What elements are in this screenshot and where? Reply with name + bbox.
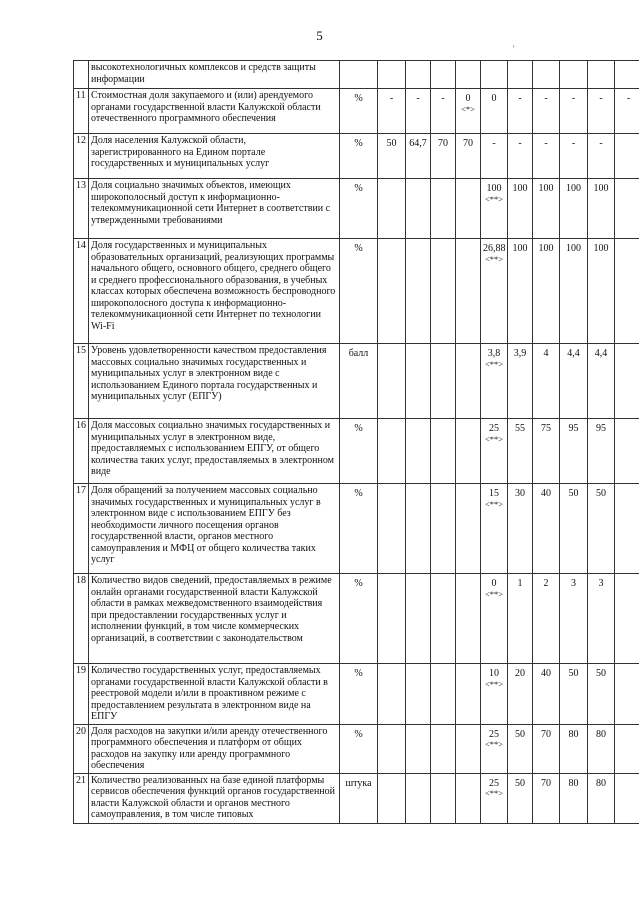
value-text: - [389, 93, 394, 104]
table-row [74, 419, 639, 484]
value-cell [588, 61, 615, 89]
value-cell [456, 134, 481, 179]
value-cell [533, 89, 560, 134]
value-cell [533, 484, 560, 574]
value-cell [431, 664, 456, 725]
value-cell [378, 89, 406, 134]
row-number: 18 [74, 574, 89, 664]
table-row [74, 344, 639, 419]
footnote-mark: <**> [484, 253, 504, 264]
value-text: 10 [489, 668, 499, 679]
indicator-description: Количество государственных услуг, предоставляемых органами государственной власти Калужской области в реестровой модели и/или в проактивном режиме с предоставлением результата в электронном виде на ЕПГУ [89, 664, 340, 725]
indicator-description: Доля массовых социально значимых государственных и муниципальных услуг в электронном виде, предоставляемых с использованием ЕПГУ, от общего количества таких услуг, предоставляемых в электронном виде [89, 419, 340, 484]
value-text: 70 [541, 728, 551, 740]
value-text: 26,88 [483, 243, 506, 254]
value-cell [481, 89, 508, 134]
value-cell [456, 179, 481, 239]
value-cell [615, 724, 639, 773]
footnote-mark: <**> [484, 193, 504, 204]
value-text: 40 [541, 488, 551, 499]
value-text: 25 [489, 423, 499, 434]
value-text: - [518, 138, 522, 149]
value-cell [508, 61, 533, 89]
indicator-description: Доля государственных и муниципальных образовательных организаций, реализующих программы начального общего, основного общего, среднего общего и среднего профессионального образования, в учебных классах которых обеспечена возможность беспроводного широкополосного доступа к информационно-телекоммуникационной сети Интернет по технологии Wi-Fi [89, 239, 340, 344]
value-cell [533, 419, 560, 484]
unit-cell: % [340, 239, 378, 344]
unit-cell: штука [340, 773, 378, 823]
value-cell [456, 61, 481, 89]
value-cell [588, 89, 615, 134]
footnote-mark: <*> [461, 103, 475, 114]
value-cell [560, 724, 588, 773]
value-text: 70 [541, 777, 551, 789]
value-text: 100 [512, 243, 528, 254]
value-cell [533, 664, 560, 725]
value-text: 100 [566, 243, 581, 254]
value-cell [481, 344, 508, 419]
value-text: 50 [568, 668, 579, 679]
value-cell [406, 179, 431, 239]
value-text: 100 [538, 183, 554, 194]
value-text: 75 [541, 423, 551, 434]
value-text: 50 [596, 668, 606, 679]
value-cell [588, 724, 615, 773]
value-cell [533, 574, 560, 664]
value-text: 4 [543, 348, 549, 359]
value-text: 25 [489, 777, 499, 789]
value-text: - [626, 93, 631, 104]
value-text: 3,8 [487, 348, 501, 359]
value-text: 50 [386, 138, 397, 149]
value-text: 15 [489, 488, 499, 499]
value-cell [615, 664, 639, 725]
table-row [74, 574, 639, 664]
indicator-description: Доля социально значимых объектов, имеющих широкополосный доступ к информационно-телекоммуникационной сети Интернет в соответствии с утвержденными требованиями [89, 179, 340, 239]
value-text: 3 [598, 578, 604, 589]
value-cell [406, 419, 431, 484]
value-cell [378, 664, 406, 725]
value-text: 80 [568, 777, 579, 789]
value-cell [378, 134, 406, 179]
value-text: 80 [568, 728, 579, 740]
value-cell [481, 724, 508, 773]
value-cell [481, 61, 508, 89]
value-cell [560, 179, 588, 239]
value-cell [431, 574, 456, 664]
value-cell [431, 344, 456, 419]
row-number: 16 [74, 419, 89, 484]
page-number: 5 [316, 28, 323, 43]
value-text: - [441, 93, 445, 104]
unit-cell: % [340, 89, 378, 134]
value-cell [615, 134, 639, 179]
value-cell [508, 239, 533, 344]
value-cell [533, 724, 560, 773]
value-cell [378, 179, 406, 239]
table-row [74, 484, 639, 574]
value-text: 50 [568, 488, 579, 499]
value-cell [560, 61, 588, 89]
value-cell [508, 134, 533, 179]
value-cell [406, 664, 431, 725]
value-cell [588, 344, 615, 419]
value-cell [431, 134, 456, 179]
value-text: - [544, 93, 548, 104]
row-number: 20 [74, 724, 89, 773]
value-text: 95 [568, 423, 579, 434]
value-cell [508, 724, 533, 773]
footnote-mark: <**> [484, 678, 504, 689]
value-cell [481, 179, 508, 239]
row-number: 21 [74, 773, 89, 823]
value-text: 30 [515, 488, 525, 499]
value-cell [378, 61, 406, 89]
indicator-description: Количество реализованных на базе единой платформы сервисов обеспечения функций органов государственной власти Калужской области и органов местного самоуправления, в том числе типовых [89, 773, 340, 823]
value-cell [508, 574, 533, 664]
value-cell [560, 134, 588, 179]
value-cell [431, 773, 456, 823]
table-row [74, 89, 639, 134]
value-cell [431, 61, 456, 89]
table-row [74, 239, 639, 344]
row-number: 19 [74, 664, 89, 725]
value-cell [588, 419, 615, 484]
footnote-mark: <**> [484, 739, 504, 749]
indicator-description: высокотехнологичных комплексов и средств защиты информации [89, 61, 340, 89]
value-cell [560, 574, 588, 664]
indicators-table [73, 60, 639, 824]
value-cell [456, 574, 481, 664]
value-cell [456, 344, 481, 419]
indicator-description: Доля обращений за получением массовых социально значимых государственных и муниципальных услуг в электронном виде с использованием ЕПГУ без необходимости личного посещения органов государственной власти, органов местного самоуправления и МФЦ от общего количества таких услуг [89, 484, 340, 574]
value-cell [481, 484, 508, 574]
value-cell [378, 484, 406, 574]
value-cell [378, 239, 406, 344]
value-text: 4,4 [567, 348, 580, 359]
value-cell [588, 664, 615, 725]
value-cell [533, 61, 560, 89]
value-cell [588, 574, 615, 664]
value-text: 100 [486, 183, 502, 194]
indicator-description: Доля расходов на закупки и/или аренду отечественного программного обеспечения и платформ от общих расходов на закупку или аренду программного обеспечения [89, 724, 340, 773]
row-number: 15 [74, 344, 89, 419]
value-cell [431, 179, 456, 239]
value-cell [533, 134, 560, 179]
value-text: - [416, 93, 420, 104]
value-cell [533, 179, 560, 239]
value-cell [615, 239, 639, 344]
value-cell [588, 773, 615, 823]
value-text: 55 [515, 423, 525, 434]
value-text: 0 [491, 93, 497, 104]
indicator-description: Уровень удовлетворенности качеством предоставления массовых социально значимых государственных и муниципальных услуг в электронном виде с использованием Единого портала государственных и муниципальных услуг (ЕПГУ) [89, 344, 340, 419]
value-cell [378, 419, 406, 484]
value-text: - [571, 93, 576, 104]
value-text: 100 [512, 183, 528, 194]
value-cell [508, 89, 533, 134]
value-cell [431, 724, 456, 773]
value-text: 20 [515, 668, 525, 679]
row-number: 14 [74, 239, 89, 344]
value-cell [560, 344, 588, 419]
value-cell [560, 773, 588, 823]
value-cell [378, 724, 406, 773]
table-body [74, 61, 639, 824]
row-number: 11 [74, 89, 89, 134]
value-text: - [599, 93, 603, 104]
value-cell [588, 179, 615, 239]
value-text: 3 [571, 578, 576, 589]
value-cell [481, 419, 508, 484]
value-cell [615, 574, 639, 664]
value-cell [456, 484, 481, 574]
value-text: 3,9 [513, 348, 527, 359]
value-cell [508, 664, 533, 725]
value-text: 4,4 [594, 348, 608, 359]
footnote-mark: <**> [484, 358, 504, 369]
table-row [74, 61, 639, 89]
value-cell [431, 484, 456, 574]
value-cell [378, 574, 406, 664]
value-cell [533, 239, 560, 344]
value-text: 25 [489, 728, 499, 740]
value-cell [406, 89, 431, 134]
unit-cell: % [340, 724, 378, 773]
table-row [74, 134, 639, 179]
value-text: - [544, 138, 548, 149]
unit-cell: % [340, 574, 378, 664]
value-text: 0 [491, 578, 497, 589]
value-cell [615, 484, 639, 574]
value-text: 70 [438, 138, 448, 149]
value-cell [560, 664, 588, 725]
value-text: 100 [566, 183, 581, 194]
value-cell [560, 89, 588, 134]
row-number: 13 [74, 179, 89, 239]
value-cell [615, 773, 639, 823]
value-cell [560, 239, 588, 344]
value-cell [378, 773, 406, 823]
value-cell [406, 773, 431, 823]
indicator-description: Доля населения Калужской области, зарегистрированного на Едином портале государственных и муниципальных услуг [89, 134, 340, 179]
value-cell [456, 664, 481, 725]
scan-mark: ' [513, 44, 515, 54]
value-text: 64,7 [409, 138, 427, 149]
value-cell [456, 239, 481, 344]
table-row [74, 664, 639, 725]
value-cell [406, 484, 431, 574]
table-row [74, 179, 639, 239]
value-cell [533, 344, 560, 419]
value-text: 80 [596, 728, 606, 740]
unit-cell: % [340, 484, 378, 574]
value-cell [406, 134, 431, 179]
value-text: - [571, 138, 576, 149]
value-text: 100 [538, 243, 554, 254]
value-cell [406, 344, 431, 419]
indicator-description: Стоимостная доля закупаемого и (или) арендуемого органами государственной власти Калужской области отечественного программного обеспечения [89, 89, 340, 134]
value-cell [533, 773, 560, 823]
row-number: 12 [74, 134, 89, 179]
value-cell [481, 239, 508, 344]
value-text: 100 [593, 243, 609, 254]
row-number [74, 61, 89, 89]
value-text: - [599, 138, 603, 149]
value-text: 1 [517, 578, 523, 589]
value-cell [508, 484, 533, 574]
footnote-mark: <**> [484, 498, 504, 509]
value-cell [378, 344, 406, 419]
value-cell [508, 773, 533, 823]
value-text: 70 [463, 138, 473, 149]
value-cell [560, 419, 588, 484]
value-cell [560, 484, 588, 574]
value-cell [508, 179, 533, 239]
value-cell [588, 239, 615, 344]
value-cell [481, 773, 508, 823]
value-cell [508, 344, 533, 419]
value-cell [406, 724, 431, 773]
value-cell [588, 134, 615, 179]
value-text: 100 [593, 183, 609, 194]
footnote-mark: <**> [484, 433, 504, 444]
value-cell [588, 484, 615, 574]
value-cell [508, 419, 533, 484]
value-text: - [518, 93, 522, 104]
value-text: 80 [596, 777, 606, 789]
table-row [74, 773, 639, 823]
value-cell [406, 574, 431, 664]
value-cell [615, 179, 639, 239]
value-text: 50 [515, 777, 525, 789]
value-cell [431, 419, 456, 484]
value-cell [406, 239, 431, 344]
value-cell [615, 61, 639, 89]
unit-cell: % [340, 134, 378, 179]
indicator-description: Количество видов сведений, предоставляемых в режиме онлайн органами государственной власти Калужской области в рамках межведомственного взаимодействия при предоставлении государственных услуг и исполнении функций, в том числе коммерческих организаций, в соответствии с законодательством [89, 574, 340, 664]
value-text: 0 [465, 93, 471, 104]
unit-cell: % [340, 419, 378, 484]
value-cell [456, 89, 481, 134]
value-cell [456, 773, 481, 823]
unit-cell: % [340, 664, 378, 725]
value-text: 50 [515, 728, 525, 740]
row-number: 17 [74, 484, 89, 574]
table-row [74, 724, 639, 773]
footnote-mark: <**> [484, 588, 504, 599]
value-cell [431, 239, 456, 344]
unit-cell [340, 61, 378, 89]
value-cell [615, 89, 639, 134]
unit-cell: % [340, 179, 378, 239]
value-text: 95 [596, 423, 606, 434]
value-cell [406, 61, 431, 89]
value-cell [456, 419, 481, 484]
value-cell [615, 419, 639, 484]
value-text: - [492, 138, 496, 149]
value-cell [615, 344, 639, 419]
value-cell [481, 664, 508, 725]
unit-cell: балл [340, 344, 378, 419]
value-text: 40 [541, 668, 551, 679]
value-cell [481, 134, 508, 179]
value-text: 2 [543, 578, 549, 589]
footnote-mark: <**> [484, 788, 504, 798]
value-cell [431, 89, 456, 134]
value-text: 50 [596, 488, 606, 499]
value-cell [456, 724, 481, 773]
value-cell [481, 574, 508, 664]
